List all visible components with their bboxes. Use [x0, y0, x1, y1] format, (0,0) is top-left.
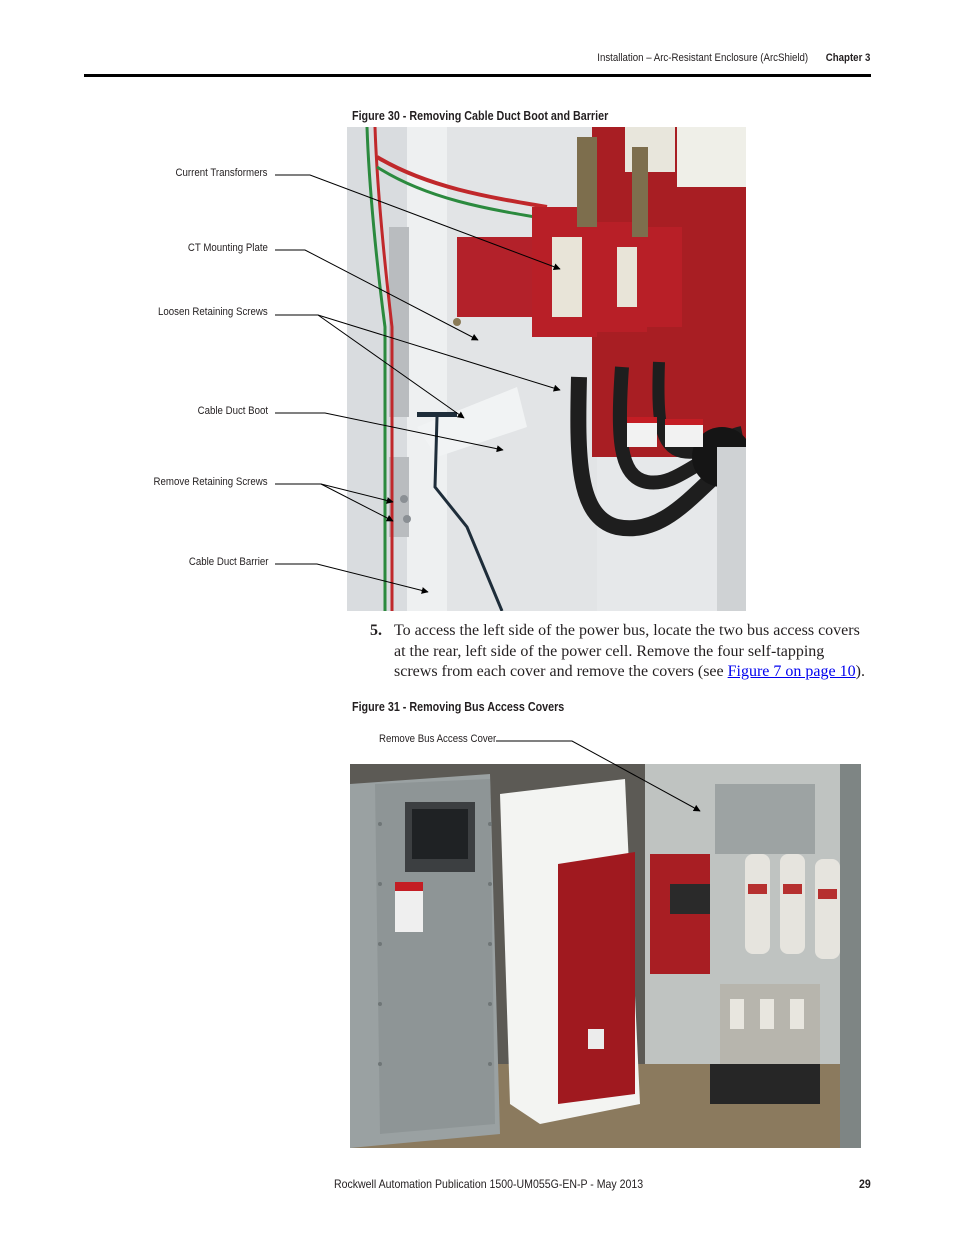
header-rule — [84, 74, 871, 77]
step-text-before: To access the left side of the power bus, locate the two bus access covers at the rear, left side of the power cell. Remove the four self-tapping screws from each cover and remove the covers (see — [394, 622, 860, 680]
callout-current-transformers: Current Transformers — [176, 167, 268, 179]
page-header — [597, 52, 870, 64]
figure-7-link[interactable]: Figure 7 on page 10 — [727, 663, 856, 680]
callout-cable-duct-boot: Cable Duct Boot — [197, 405, 268, 417]
header-section-title: Installation – Arc-Resistant Enclosure (ArcShield) — [596, 52, 808, 64]
step-5 — [370, 621, 870, 683]
footer-publication: Rockwell Automation Publication 1500-UM055G-EN-P - May 2013 — [334, 1177, 644, 1191]
figure-31-photo — [350, 764, 861, 1148]
header-chapter: Chapter 3 — [825, 52, 870, 64]
callout-loosen-retaining-screws: Loosen Retaining Screws — [158, 306, 268, 318]
step-text — [394, 621, 870, 683]
step-text-after: ). — [855, 663, 865, 680]
callout-remove-bus-access-cover: Remove Bus Access Cover — [378, 733, 496, 745]
figure-30-caption: Figure 30 - Removing Cable Duct Boot and Barrier — [352, 109, 609, 123]
figure-30-photo — [347, 127, 746, 611]
callout-remove-retaining-screws: Remove Retaining Screws — [153, 476, 268, 488]
callout-ct-mounting-plate: CT Mounting Plate — [188, 242, 268, 254]
step-number: 5. — [370, 622, 382, 639]
callout-cable-duct-barrier: Cable Duct Barrier — [188, 556, 268, 568]
figure-31-caption: Figure 31 - Removing Bus Access Covers — [352, 700, 565, 714]
page-number: 29 — [859, 1177, 871, 1191]
